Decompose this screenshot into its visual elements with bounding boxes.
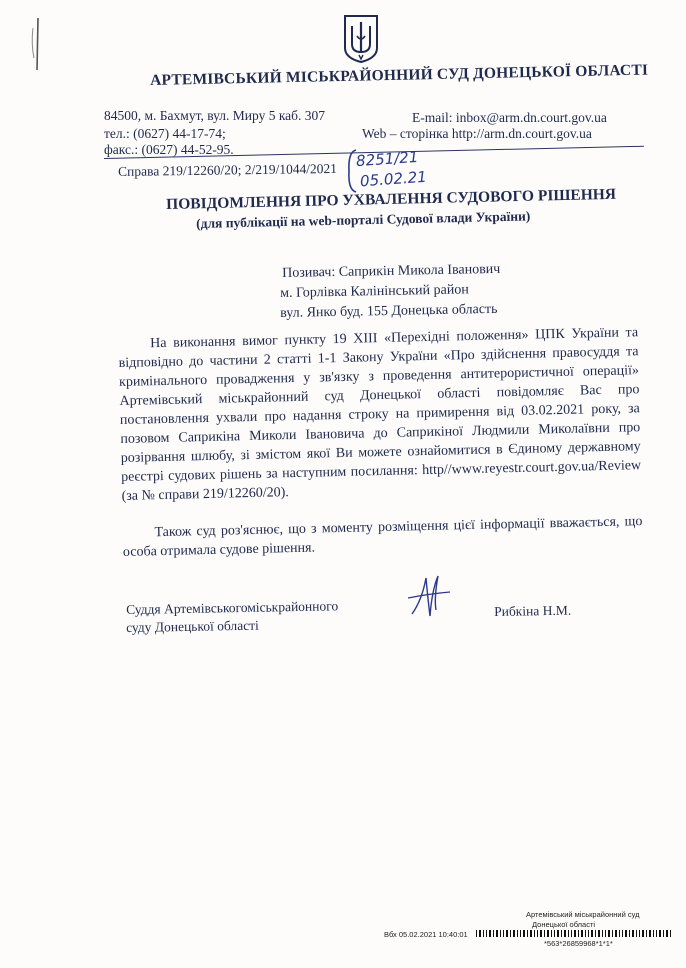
judge-position-line2: суду Донецької області [126,617,259,635]
case-number: Справа 219/12260/20; 2/219/1044/2021 [118,160,338,179]
body-paragraph-1: На виконання вимог пункту 19 XIII «Перехідні положення» ЦПК України та відповідно до частини 2 статті 1-1 Закону України «Про здійснення правосуддя та кримінального провадження у зв'язку з проведення антитерористичної операції» Артемівський міськрайонний суд Донецької області повідомляє Вас про постановлення ухвали про надання строку на примирення від 03.02.2021 року, за позовом Саприкіна Миколи Івановича до Саприкіної Людмили Миколаївни про розірвання шлюбу, зі змістом якої Ви можете ознайомитися в Єдиному державному реєстрі судових рішень за наступним посилання: http//www.reyestr.court.gov.ua/Review (за № справи 219/12260/20). [118,325,642,504]
plaintiff-city: м. Горлівка Калінінський район [280,282,469,301]
barcode-text: *563*26859968*1*1* [544,939,613,948]
footer-court-line2: Донецької області [532,920,596,929]
court-email: E-mail: inbox@arm.dn.court.gov.ua [412,110,607,125]
body-paragraph-2: Також суд роз'яснює, що з моменту розміщення цієї інформації вважається, що особа отримала судове рішення. [122,514,643,560]
judge-signature [404,570,454,622]
court-address: 84500, м. Бахмут, вул. Миру 5 каб. 307 [104,108,326,123]
judge-name: Рибкіна Н.М. [494,602,572,619]
court-name: АРТЕМІВСЬКИЙ МІСЬКРАЙОННИЙ СУД ДОНЕЦЬКОЇ ОБЛАСТІ [150,61,649,89]
footer-registration-stamp: Вбх 05.02.2021 10:40:01 [384,930,468,939]
margin-mark [28,14,48,74]
notice-title: ПОВІДОМЛЕННЯ ПРО УХВАЛЕННЯ СУДОВОГО РІШЕННЯ [166,185,617,213]
notice-subtitle: (для публікації на web-порталі Судової влади України) [196,208,531,231]
notice-body [118,323,643,562]
handwritten-registration: 8251/21 [355,147,419,171]
court-website: Web – сторінка http://arm.dn.court.gov.ua [362,126,592,141]
court-fax: факс.: (0627) 44-52-95. [104,142,234,157]
handwritten-bracket [346,148,358,194]
footer-court-line1: Артемівський міськрайонний суд [526,910,640,919]
barcode [476,930,672,937]
court-phone: тел.: (0627) 44-17-74; [104,126,226,141]
judge-position-line1: Суддя Артемівськогоміськрайонного [126,598,339,617]
plaintiff-street: вул. Янко буд. 155 Донецька область [280,301,498,321]
handwritten-date: 05.02.21 [359,167,428,191]
plaintiff-name: Позивач: Саприкін Микола Іванович [282,261,501,281]
coat-of-arms-icon [343,14,379,64]
